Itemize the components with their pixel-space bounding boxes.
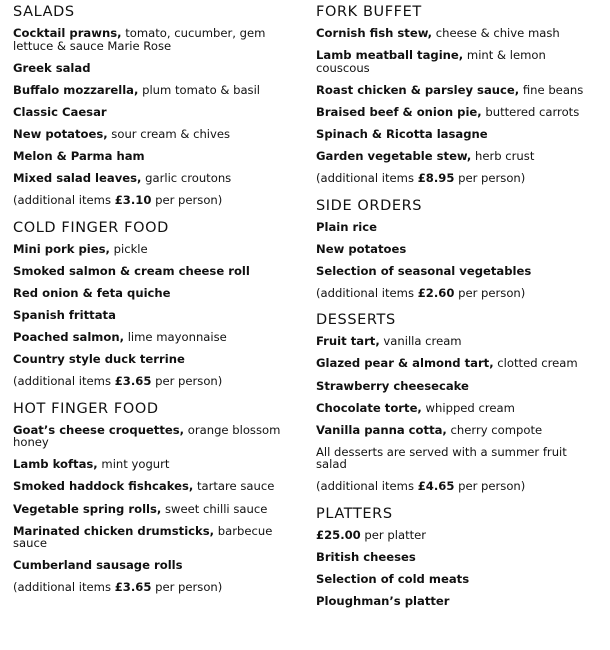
item-name: Cumberland sausage rolls — [13, 558, 183, 573]
item-name: British cheeses — [316, 550, 416, 564]
note-price: £8.95 — [417, 171, 455, 186]
section-platters — [316, 505, 600, 608]
item-desc: lime mayonnaise — [124, 330, 227, 345]
item-desc: orange blossom honey — [13, 422, 281, 450]
section-side-orders — [316, 197, 600, 300]
item-name: Red onion & feta quiche — [13, 285, 171, 300]
item-desc: garlic croutons — [141, 171, 232, 186]
item-desc: clotted cream — [493, 356, 578, 371]
item-name: Classic Caesar — [13, 104, 107, 119]
item-desc: All desserts are served with a summer fruit salad — [316, 444, 567, 472]
menu-item — [13, 106, 295, 119]
item-desc: cheese & chive mash — [432, 26, 560, 40]
menu-item — [13, 525, 295, 550]
menu-item — [13, 353, 295, 366]
item-desc: pickle — [109, 241, 148, 256]
note-suffix: per person) — [151, 580, 223, 595]
item-name: Cocktail prawns, — [13, 26, 122, 40]
section-salads — [13, 3, 295, 207]
note-price: £2.60 — [417, 285, 455, 300]
menu-left-column — [13, 0, 295, 606]
menu-item — [13, 503, 295, 516]
note-prefix: (additional items — [13, 193, 115, 208]
section-heading: SIDE ORDERS — [316, 197, 423, 214]
item-name: Spinach & Ricotta lasagne — [316, 126, 488, 141]
additional-items-note — [316, 480, 600, 493]
menu-item — [316, 529, 600, 542]
note-suffix: per person) — [151, 374, 223, 389]
item-name: Melon & Parma ham — [13, 148, 145, 163]
menu-item — [316, 128, 600, 141]
item-desc: sour cream & chives — [107, 126, 231, 141]
note-suffix: per person) — [151, 193, 223, 208]
menu-item — [13, 84, 295, 97]
section-fork-buffet — [316, 3, 600, 185]
item-name: Chocolate torte, — [316, 400, 422, 415]
item-name: Country style duck terrine — [13, 352, 185, 367]
note-prefix: (additional items — [13, 374, 115, 389]
section-heading: DESSERTS — [316, 312, 396, 329]
item-desc: mint yogurt — [97, 457, 170, 472]
menu-item — [13, 424, 295, 449]
note-prefix: (additional items — [316, 479, 418, 494]
menu-item — [13, 559, 295, 572]
menu-item — [316, 27, 600, 40]
menu-item — [13, 62, 295, 75]
additional-items-note — [13, 375, 295, 388]
item-name: Lamb meatball tagine, — [316, 48, 464, 63]
menu-right-column — [316, 0, 600, 620]
additional-items-note — [316, 287, 600, 300]
menu-item — [316, 150, 600, 163]
dessert-note — [316, 446, 600, 471]
menu-item — [316, 357, 600, 370]
menu-item — [316, 243, 600, 256]
note-prefix: (additional items — [316, 285, 418, 300]
menu-item — [13, 480, 295, 493]
item-desc: fine beans — [519, 82, 584, 97]
section-heading: HOT FINGER FOOD — [13, 400, 159, 417]
menu-item — [13, 331, 295, 344]
note-price: £4.65 — [417, 479, 455, 494]
note-price: £3.10 — [114, 193, 152, 208]
item-desc: mint & lemon couscous — [316, 48, 546, 75]
item-name: Buffalo mozzarella, — [13, 82, 139, 97]
item-name: Smoked haddock fishcakes, — [13, 479, 194, 494]
item-name: Greek salad — [13, 60, 91, 75]
item-desc: tartare sauce — [193, 479, 275, 494]
menu-item — [13, 27, 295, 52]
item-name: £25.00 — [316, 527, 361, 542]
item-name: Goat’s cheese croquettes, — [13, 422, 185, 437]
item-name: Roast chicken & parsley sauce, — [316, 82, 520, 97]
item-name: Plain rice — [316, 219, 377, 234]
section-hot-finger-food — [13, 400, 295, 594]
item-desc: whipped cream — [421, 400, 515, 415]
menu-item — [13, 309, 295, 322]
section-heading: FORK BUFFET — [316, 4, 422, 20]
menu-item — [316, 551, 600, 564]
menu-item — [316, 84, 600, 97]
item-name: Marinated chicken drumsticks, — [13, 523, 215, 538]
item-desc: cherry compote — [446, 422, 543, 437]
item-desc: tomato, cucumber, gem lettuce & sauce Marie Rose — [13, 26, 266, 53]
menu-item — [13, 150, 295, 163]
section-cold-finger-food — [13, 219, 295, 388]
item-name: Ploughman’s platter — [316, 594, 450, 609]
item-name: Strawberry cheesecake — [316, 378, 469, 393]
item-desc: herb crust — [471, 148, 535, 163]
menu-item — [316, 49, 600, 74]
item-name: Smoked salmon & cream cheese roll — [13, 263, 250, 278]
item-name: New potatoes — [316, 241, 407, 256]
additional-items-note — [13, 194, 295, 207]
item-desc: sweet chilli sauce — [161, 501, 268, 516]
section-heading: PLATTERS — [316, 505, 393, 522]
menu-item — [13, 243, 295, 256]
menu-item — [316, 573, 600, 586]
menu-item — [316, 424, 600, 437]
menu-item — [316, 380, 600, 393]
note-prefix: (additional items — [316, 171, 418, 186]
additional-items-note — [13, 581, 295, 594]
item-name: Selection of seasonal vegetables — [316, 263, 532, 278]
note-suffix: per person) — [454, 171, 526, 186]
item-desc: barbecue sauce — [13, 523, 273, 551]
item-desc: per platter — [360, 527, 427, 542]
item-name: Glazed pear & almond tart, — [316, 356, 494, 371]
menu-item — [13, 265, 295, 278]
item-name: New potatoes, — [13, 126, 108, 141]
section-heading: SALADS — [13, 4, 75, 20]
menu-item — [316, 106, 600, 119]
note-suffix: per person) — [454, 285, 526, 300]
note-suffix: per person) — [454, 479, 526, 494]
additional-items-note — [316, 172, 600, 185]
menu-item — [316, 221, 600, 234]
item-name: Vanilla panna cotta, — [316, 422, 447, 437]
item-name: Braised beef & onion pie, — [316, 104, 482, 119]
item-desc: plum tomato & basil — [138, 82, 261, 97]
item-name: Poached salmon, — [13, 330, 125, 345]
item-name: Mixed salad leaves, — [13, 171, 142, 186]
item-name: Vegetable spring rolls, — [13, 501, 162, 516]
note-price: £3.65 — [114, 580, 152, 595]
section-heading: COLD FINGER FOOD — [13, 219, 169, 236]
item-name: Lamb koftas, — [13, 457, 98, 472]
menu-item — [13, 128, 295, 141]
menu-item — [316, 402, 600, 415]
item-name: Spanish frittata — [13, 307, 116, 322]
menu-item — [13, 172, 295, 185]
note-price: £3.65 — [114, 374, 152, 389]
menu-item — [13, 287, 295, 300]
item-desc: vanilla cream — [379, 334, 462, 349]
menu-item — [316, 265, 600, 278]
item-desc: buttered carrots — [481, 104, 580, 119]
item-name: Cornish fish stew, — [316, 26, 433, 40]
menu-item — [13, 458, 295, 471]
item-name: Mini pork pies, — [13, 241, 110, 256]
item-name: Garden vegetable stew, — [316, 148, 472, 163]
menu-item — [316, 335, 600, 348]
section-desserts — [316, 311, 600, 493]
item-name: Fruit tart, — [316, 334, 380, 349]
note-prefix: (additional items — [13, 580, 115, 595]
menu-item — [316, 595, 600, 608]
item-name: Selection of cold meats — [316, 572, 470, 587]
